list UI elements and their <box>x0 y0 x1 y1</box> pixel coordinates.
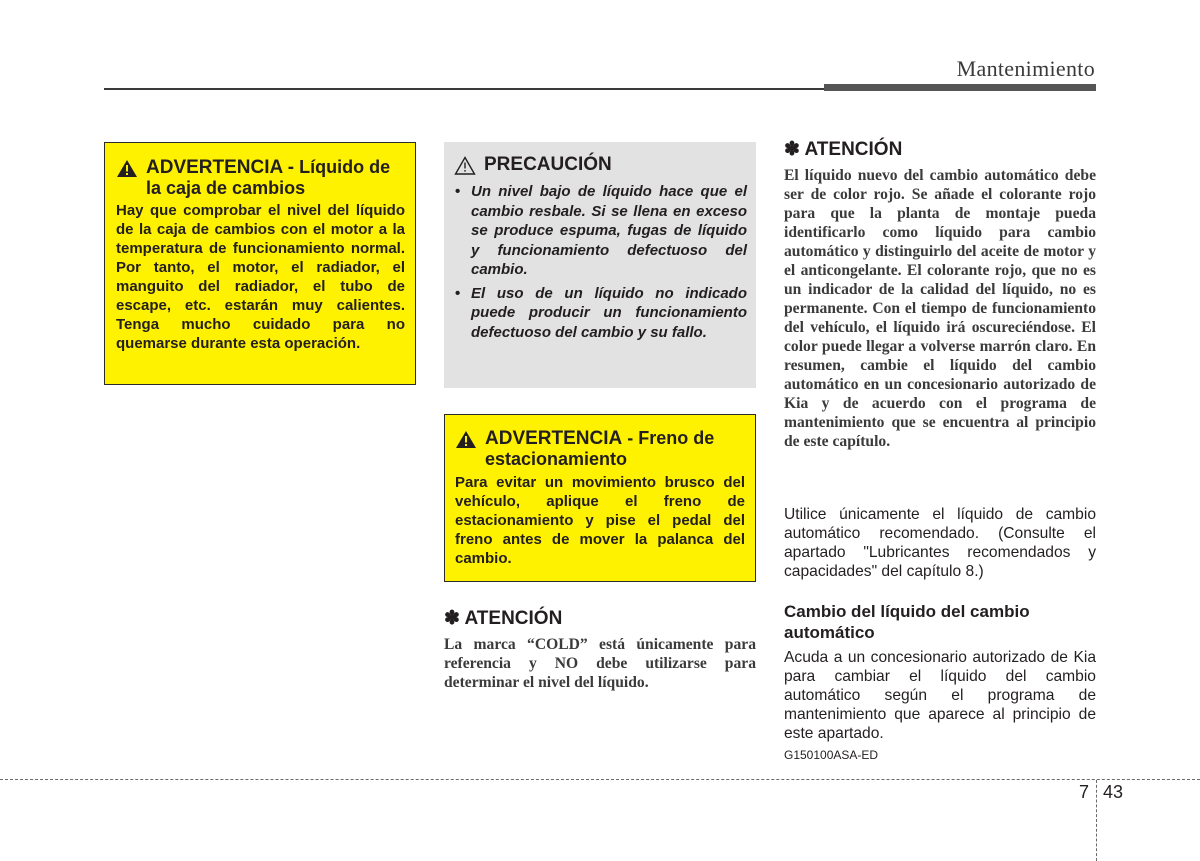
recommendation-paragraph: Utilice únicamente el líquido de cambio automático recomendado. (Consulte el apartado "Lubricantes recomendados y capacidades" del capítulo 8.) <box>784 506 1096 580</box>
warning-subtitle: - Freno de estacionamiento <box>485 428 715 469</box>
warning-subtitle: Líquido de la caja de cambios <box>146 157 391 198</box>
caution-box <box>444 142 756 388</box>
section-heading-fluid-change: Cambio del líquido del cambio automático <box>784 602 1030 642</box>
attention-body-color: El líquido nuevo del cambio automático debe ser de color rojo. Se añade el colorante rojo para que la planta de montaje pueda identificarlo como líquido para cambio automático y distinguirlo del aceite de motor y el anticongelante. El colorante rojo, que no es un indicador de la calidad del líquido, no es permanente. Con el tiempo de funcionamiento del vehículo, el líquido irá oscureciéndose. El color puede llegar a volverse marrón claro. En resumen, cambie el líquido del cambio automático en un concesionario autorizado de Kia y de acuerdo con el programa de mantenimiento que se encuentra al principio de este capítulo. <box>784 167 1096 450</box>
caution-title: PRECAUCIÓN <box>484 154 612 175</box>
warning-body: Hay que comprobar el nivel del líquido de la caja de cambios con el motor a la temperatura de funcionamiento normal. Por tanto, el motor, el radiador, el manguito del radiador, el tubo de escape, etc. estarán muy calientes. Tenga mucho cuidado para no quemarse durante esta operación. <box>116 202 405 352</box>
warning-box-transmission-fluid <box>104 142 416 385</box>
warning-heading <box>455 428 745 470</box>
caution-triangle-icon <box>454 156 476 175</box>
caution-item: • Un nivel bajo de líquido hace que el cambio resbale. Si se llena en exceso se produce espuma, fugas de líquido y funcionamiento defectuoso del cambio. <box>454 182 747 280</box>
header-rule-accent <box>824 84 1096 91</box>
page-section-title: Mantenimiento <box>956 56 1095 81</box>
caution-item: • El uso de un líquido no indicado puede producir un funcionamiento defectuoso del cambio y su fallo. <box>454 284 747 343</box>
warning-triangle-icon <box>116 159 138 178</box>
attention-body-cold: La marca “COLD” está únicamente para referencia y NO debe utilizarse para determinar el nivel del líquido. <box>444 636 756 691</box>
footer-divider <box>0 779 1200 780</box>
chapter-number: 7 <box>1079 782 1090 802</box>
caution-list <box>454 182 747 342</box>
caution-heading <box>454 154 747 176</box>
attention-title-cold: ✽ ATENCIÓN <box>444 608 563 629</box>
warning-triangle-icon <box>455 430 477 449</box>
warning-body: Para evitar un movimiento brusco del vehículo, aplique el freno de estacionamiento y pise el pedal del freno antes de mover la palanca del cambio. <box>455 474 745 567</box>
reference-code: G150100ASA-ED <box>784 748 879 762</box>
warning-heading <box>116 157 405 199</box>
page-number: 43 <box>1103 782 1124 802</box>
fluid-change-paragraph: Acuda a un concesionario autorizado de Kia para cambiar el líquido del cambio automático según el programa de mantenimiento que aparece al principio de este apartado. <box>784 649 1096 742</box>
attention-title-color: ✽ ATENCIÓN <box>784 139 903 160</box>
warning-title: ADVERTENCIA <box>485 428 623 449</box>
footer-vertical-divider <box>1096 780 1097 861</box>
warning-title: ADVERTENCIA - <box>146 157 295 178</box>
warning-box-parking-brake <box>444 414 756 582</box>
